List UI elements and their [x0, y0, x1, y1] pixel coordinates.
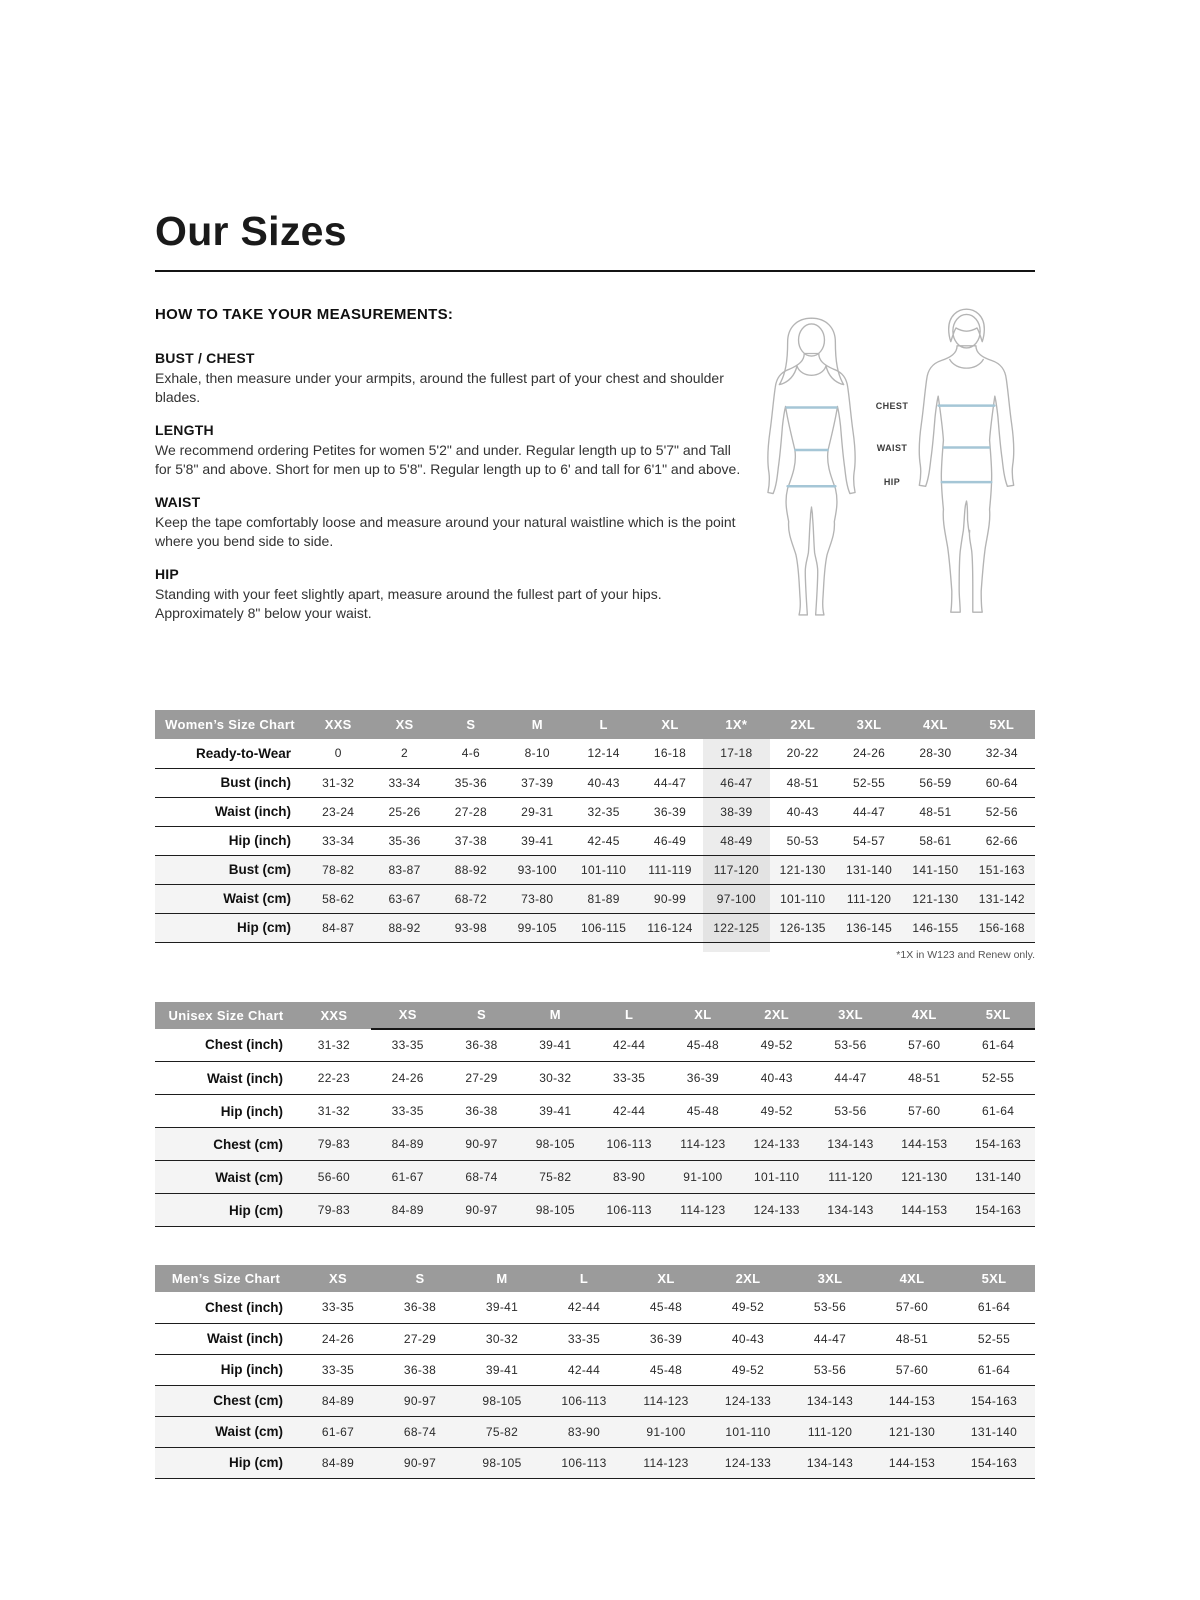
section-heading: LENGTH	[155, 422, 214, 439]
table-row	[155, 1354, 1035, 1385]
row-label: Chest (cm)	[155, 1385, 297, 1416]
size-cell: 40-43	[770, 797, 836, 826]
size-cell: 37-39	[504, 768, 570, 797]
row-label: Hip (cm)	[155, 913, 305, 942]
table-row	[155, 826, 1035, 855]
size-cell: 53-56	[814, 1029, 888, 1062]
size-cell: 117-120	[703, 855, 769, 884]
table-row	[155, 1062, 1035, 1095]
size-cell: 16-18	[637, 739, 703, 768]
size-cell: 111-120	[789, 1416, 871, 1447]
table-row	[155, 913, 1035, 942]
size-cell: 84-89	[371, 1194, 445, 1227]
size-cell: 111-120	[814, 1161, 888, 1194]
highlight-column-extension	[703, 943, 770, 952]
size-column-header: 3XL	[814, 1002, 888, 1029]
size-cell: 36-39	[637, 797, 703, 826]
row-label: Waist (inch)	[155, 1062, 297, 1095]
size-cell: 33-35	[297, 1354, 379, 1385]
section-heading: BUST / CHEST	[155, 350, 255, 366]
section-heading: HIP	[155, 566, 179, 583]
row-label: Waist (cm)	[155, 1161, 297, 1194]
size-cell: 53-56	[814, 1095, 888, 1128]
size-cell: 2	[371, 739, 437, 768]
table-row	[155, 1194, 1035, 1227]
size-cell: 121-130	[770, 855, 836, 884]
size-cell: 90-97	[445, 1128, 519, 1161]
size-cell: 22-23	[297, 1062, 371, 1095]
size-cell: 154-163	[953, 1447, 1035, 1478]
size-cell: 61-64	[961, 1095, 1035, 1128]
size-cell: 62-66	[969, 826, 1035, 855]
size-cell: 91-100	[666, 1161, 740, 1194]
page-title: Our Sizes	[155, 208, 347, 254]
size-cell: 101-110	[740, 1161, 814, 1194]
size-cell: 48-49	[703, 826, 769, 855]
size-column-header: 3XL	[789, 1265, 871, 1292]
size-cell: 146-155	[902, 913, 968, 942]
size-cell: 36-39	[666, 1062, 740, 1095]
size-cell: 44-47	[637, 768, 703, 797]
row-label: Chest (cm)	[155, 1128, 297, 1161]
size-cell: 83-90	[592, 1161, 666, 1194]
size-cell: 37-38	[438, 826, 504, 855]
size-cell: 25-26	[371, 797, 437, 826]
size-cell: 42-44	[543, 1292, 625, 1323]
size-cell: 101-110	[770, 884, 836, 913]
size-cell: 33-35	[371, 1095, 445, 1128]
table-row	[155, 1447, 1035, 1478]
size-cell: 53-56	[789, 1292, 871, 1323]
size-cell: 61-64	[953, 1354, 1035, 1385]
size-cell: 144-153	[871, 1447, 953, 1478]
section-body: Exhale, then measure under your armpits, around the fullest part of your chest and shoulder blades.	[155, 370, 724, 406]
size-cell: 114-123	[625, 1447, 707, 1478]
size-cell: 136-145	[836, 913, 902, 942]
size-column-header: XL	[625, 1265, 707, 1292]
size-cell: 45-48	[666, 1095, 740, 1128]
table-row	[155, 1416, 1035, 1447]
size-column-header: 4XL	[887, 1002, 961, 1029]
size-column-header: M	[518, 1002, 592, 1029]
size-cell: 49-52	[707, 1354, 789, 1385]
section-hip	[155, 566, 747, 623]
size-column-header: S	[379, 1265, 461, 1292]
size-cell: 57-60	[871, 1292, 953, 1323]
size-cell: 56-60	[297, 1161, 371, 1194]
size-cell: 12-14	[570, 739, 636, 768]
size-cell: 38-39	[703, 797, 769, 826]
size-cell: 88-92	[438, 855, 504, 884]
size-cell: 134-143	[789, 1385, 871, 1416]
size-cell: 121-130	[871, 1416, 953, 1447]
size-cell: 81-89	[570, 884, 636, 913]
size-cell: 32-35	[570, 797, 636, 826]
size-cell: 111-119	[637, 855, 703, 884]
size-cell: 39-41	[504, 826, 570, 855]
size-column-header: L	[592, 1002, 666, 1029]
size-cell: 42-44	[592, 1029, 666, 1062]
size-cell: 24-26	[371, 1062, 445, 1095]
size-cell: 40-43	[570, 768, 636, 797]
size-cell: 75-82	[461, 1416, 543, 1447]
section-body: Keep the tape comfortably loose and measure around your natural waistline which is the point where you bend side to side.	[155, 514, 736, 550]
size-cell: 106-115	[570, 913, 636, 942]
size-cell: 52-55	[953, 1323, 1035, 1354]
size-cell: 32-34	[969, 739, 1035, 768]
size-cell: 131-142	[969, 884, 1035, 913]
size-cell: 35-36	[371, 826, 437, 855]
size-cell: 114-123	[666, 1194, 740, 1227]
table-row	[155, 1292, 1035, 1323]
size-cell: 106-113	[592, 1128, 666, 1161]
size-column-header: XL	[666, 1002, 740, 1029]
size-cell: 68-74	[445, 1161, 519, 1194]
size-cell: 121-130	[887, 1161, 961, 1194]
size-cell: 45-48	[625, 1292, 707, 1323]
size-cell: 154-163	[961, 1194, 1035, 1227]
size-cell: 90-97	[379, 1385, 461, 1416]
size-cell: 39-41	[461, 1292, 543, 1323]
row-label: Chest (inch)	[155, 1292, 297, 1323]
table-title: Men’s Size Chart	[155, 1265, 297, 1292]
table-title: Unisex Size Chart	[155, 1002, 297, 1029]
size-cell: 58-61	[902, 826, 968, 855]
size-cell: 4-6	[438, 739, 504, 768]
how-to-heading: HOW TO TAKE YOUR MEASUREMENTS:	[155, 306, 454, 323]
size-cell: 98-105	[518, 1194, 592, 1227]
size-cell: 36-38	[379, 1354, 461, 1385]
size-cell: 111-120	[836, 884, 902, 913]
size-cell: 75-82	[518, 1161, 592, 1194]
table-row	[155, 739, 1035, 768]
female-figure-icon	[749, 312, 874, 644]
table-row	[155, 1323, 1035, 1354]
womens-size-chart-table	[155, 710, 1035, 943]
size-column-header: 5XL	[969, 710, 1035, 739]
title-divider	[155, 270, 1035, 272]
size-cell: 44-47	[814, 1062, 888, 1095]
size-cell: 24-26	[836, 739, 902, 768]
row-label: Ready-to-Wear	[155, 739, 305, 768]
size-cell: 48-51	[902, 797, 968, 826]
size-cell: 48-51	[871, 1323, 953, 1354]
size-cell: 24-26	[297, 1323, 379, 1354]
size-cell: 58-62	[305, 884, 371, 913]
size-cell: 84-89	[371, 1128, 445, 1161]
table-row	[155, 1029, 1035, 1062]
size-column-header: L	[543, 1265, 625, 1292]
size-column-header: XXS	[297, 1002, 371, 1029]
row-label: Hip (inch)	[155, 1095, 297, 1128]
size-cell: 73-80	[504, 884, 570, 913]
size-cell: 45-48	[625, 1354, 707, 1385]
size-cell: 36-38	[445, 1029, 519, 1062]
size-cell: 33-34	[371, 768, 437, 797]
womens-size-chart-section	[155, 710, 1035, 943]
table-row	[155, 797, 1035, 826]
size-cell: 27-29	[445, 1062, 519, 1095]
size-cell: 46-47	[703, 768, 769, 797]
size-cell: 17-18	[703, 739, 769, 768]
size-cell: 79-83	[297, 1128, 371, 1161]
size-cell: 50-53	[770, 826, 836, 855]
size-cell: 52-55	[961, 1062, 1035, 1095]
row-label: Chest (inch)	[155, 1029, 297, 1062]
row-label: Hip (cm)	[155, 1447, 297, 1478]
size-cell: 91-100	[625, 1416, 707, 1447]
size-cell: 124-133	[740, 1128, 814, 1161]
size-cell: 61-67	[371, 1161, 445, 1194]
size-cell: 131-140	[953, 1416, 1035, 1447]
size-cell: 53-56	[789, 1354, 871, 1385]
size-guide-page	[155, 0, 1035, 1479]
size-cell: 131-140	[836, 855, 902, 884]
size-cell: 61-64	[953, 1292, 1035, 1323]
size-cell: 20-22	[770, 739, 836, 768]
size-cell: 42-44	[543, 1354, 625, 1385]
size-cell: 93-100	[504, 855, 570, 884]
size-column-header: 2XL	[740, 1002, 814, 1029]
size-column-header: 4XL	[871, 1265, 953, 1292]
womens-chart-footnote: *1X in W123 and Renew only.	[896, 948, 1035, 961]
size-cell: 84-87	[305, 913, 371, 942]
size-cell: 33-35	[543, 1323, 625, 1354]
size-cell: 61-67	[297, 1416, 379, 1447]
measurement-instructions	[155, 306, 747, 668]
size-cell: 45-48	[666, 1029, 740, 1062]
size-cell: 90-97	[379, 1447, 461, 1478]
size-cell: 29-31	[504, 797, 570, 826]
section-length	[155, 422, 747, 479]
size-cell: 101-110	[707, 1416, 789, 1447]
size-column-header: M	[504, 710, 570, 739]
size-column-header: M	[461, 1265, 543, 1292]
size-column-header: 1X*	[703, 710, 769, 739]
size-cell: 63-67	[371, 884, 437, 913]
size-cell: 57-60	[871, 1354, 953, 1385]
size-cell: 106-113	[543, 1447, 625, 1478]
size-column-header: XS	[371, 710, 437, 739]
section-body: We recommend ordering Petites for women 5'2" and under. Regular length up to 5'7" and Tall for 5'8" and above. Short for men up to 5'8". Regular length up to 6' and tall for 6'1" and above.	[155, 442, 741, 478]
size-cell: 52-55	[836, 768, 902, 797]
size-cell: 98-105	[461, 1447, 543, 1478]
section-bust-chest	[155, 350, 747, 407]
section-body: Standing with your feet slightly apart, measure around the fullest part of your hips. Approximately 8" below your waist.	[155, 586, 662, 622]
size-cell: 97-100	[703, 884, 769, 913]
size-cell: 144-153	[887, 1194, 961, 1227]
size-cell: 49-52	[707, 1292, 789, 1323]
figure-label-hip: HIP	[883, 477, 901, 487]
size-column-header: 5XL	[953, 1265, 1035, 1292]
size-cell: 48-51	[770, 768, 836, 797]
size-column-header: XL	[637, 710, 703, 739]
size-cell: 98-105	[518, 1128, 592, 1161]
size-cell: 49-52	[740, 1095, 814, 1128]
unisex-size-chart-table	[155, 1002, 1035, 1228]
size-cell: 42-44	[592, 1095, 666, 1128]
row-label: Bust (inch)	[155, 768, 305, 797]
row-label: Hip (inch)	[155, 1354, 297, 1385]
row-label: Hip (inch)	[155, 826, 305, 855]
size-cell: 124-133	[740, 1194, 814, 1227]
size-cell: 36-38	[445, 1095, 519, 1128]
size-cell: 33-35	[297, 1292, 379, 1323]
row-label: Waist (cm)	[155, 884, 305, 913]
size-cell: 68-74	[379, 1416, 461, 1447]
size-cell: 131-140	[961, 1161, 1035, 1194]
size-column-header: 3XL	[836, 710, 902, 739]
table-row	[155, 1095, 1035, 1128]
table-row	[155, 1385, 1035, 1416]
size-cell: 33-35	[371, 1029, 445, 1062]
size-cell: 124-133	[707, 1447, 789, 1478]
size-cell: 39-41	[518, 1095, 592, 1128]
size-cell: 154-163	[953, 1385, 1035, 1416]
table-row	[155, 768, 1035, 797]
size-cell: 30-32	[461, 1323, 543, 1354]
size-cell: 49-52	[740, 1029, 814, 1062]
size-cell: 23-24	[305, 797, 371, 826]
size-cell: 134-143	[814, 1194, 888, 1227]
table-row	[155, 884, 1035, 913]
male-figure-icon	[898, 306, 1035, 652]
size-cell: 27-29	[379, 1323, 461, 1354]
size-cell: 57-60	[887, 1029, 961, 1062]
figure-label-waist: WAIST	[876, 443, 908, 453]
row-label: Hip (cm)	[155, 1194, 297, 1227]
size-cell: 98-105	[461, 1385, 543, 1416]
size-cell: 39-41	[461, 1354, 543, 1385]
size-cell: 144-153	[887, 1128, 961, 1161]
table-title: Women’s Size Chart	[155, 710, 305, 739]
size-cell: 124-133	[707, 1385, 789, 1416]
size-cell: 68-72	[438, 884, 504, 913]
size-cell: 39-41	[518, 1029, 592, 1062]
size-column-header: 2XL	[770, 710, 836, 739]
size-cell: 44-47	[836, 797, 902, 826]
size-cell: 54-57	[836, 826, 902, 855]
row-label: Bust (cm)	[155, 855, 305, 884]
table-row	[155, 855, 1035, 884]
size-cell: 31-32	[305, 768, 371, 797]
table-row	[155, 1128, 1035, 1161]
size-cell: 151-163	[969, 855, 1035, 884]
mens-size-chart-table	[155, 1265, 1035, 1479]
row-label: Waist (inch)	[155, 1323, 297, 1354]
size-cell: 156-168	[969, 913, 1035, 942]
size-cell: 134-143	[814, 1128, 888, 1161]
size-cell: 90-97	[445, 1194, 519, 1227]
size-cell: 40-43	[740, 1062, 814, 1095]
size-cell: 90-99	[637, 884, 703, 913]
size-cell: 106-113	[543, 1385, 625, 1416]
size-cell: 83-90	[543, 1416, 625, 1447]
size-cell: 31-32	[297, 1029, 371, 1062]
size-cell: 88-92	[371, 913, 437, 942]
size-cell: 60-64	[969, 768, 1035, 797]
size-cell: 56-59	[902, 768, 968, 797]
size-cell: 8-10	[504, 739, 570, 768]
size-column-header: L	[570, 710, 636, 739]
size-cell: 46-49	[637, 826, 703, 855]
size-cell: 40-43	[707, 1323, 789, 1354]
size-cell: 106-113	[592, 1194, 666, 1227]
size-cell: 141-150	[902, 855, 968, 884]
size-column-header: 5XL	[961, 1002, 1035, 1029]
size-cell: 121-130	[902, 884, 968, 913]
size-column-header: XXS	[305, 710, 371, 739]
size-cell: 101-110	[570, 855, 636, 884]
size-cell: 126-135	[770, 913, 836, 942]
size-cell: 48-51	[887, 1062, 961, 1095]
size-cell: 52-56	[969, 797, 1035, 826]
measurement-figures	[747, 306, 1035, 668]
size-cell: 27-28	[438, 797, 504, 826]
row-label: Waist (inch)	[155, 797, 305, 826]
size-cell: 144-153	[871, 1385, 953, 1416]
size-cell: 99-105	[504, 913, 570, 942]
intro-section	[155, 306, 1035, 668]
size-cell: 57-60	[887, 1095, 961, 1128]
size-cell: 83-87	[371, 855, 437, 884]
size-cell: 35-36	[438, 768, 504, 797]
size-cell: 84-89	[297, 1385, 379, 1416]
size-cell: 116-124	[637, 913, 703, 942]
size-cell: 30-32	[518, 1062, 592, 1095]
size-cell: 114-123	[666, 1128, 740, 1161]
size-column-header: XS	[297, 1265, 379, 1292]
size-cell: 0	[305, 739, 371, 768]
size-column-header: XS	[371, 1002, 445, 1029]
figure-label-chest: CHEST	[875, 401, 909, 411]
size-cell: 114-123	[625, 1385, 707, 1416]
table-row	[155, 1161, 1035, 1194]
size-cell: 44-47	[789, 1323, 871, 1354]
size-cell: 36-39	[625, 1323, 707, 1354]
size-cell: 122-125	[703, 913, 769, 942]
size-cell: 79-83	[297, 1194, 371, 1227]
row-label: Waist (cm)	[155, 1416, 297, 1447]
size-cell: 93-98	[438, 913, 504, 942]
size-column-header: S	[445, 1002, 519, 1029]
size-cell: 78-82	[305, 855, 371, 884]
size-cell: 33-34	[305, 826, 371, 855]
section-waist	[155, 494, 747, 551]
size-column-header: S	[438, 710, 504, 739]
size-cell: 31-32	[297, 1095, 371, 1128]
size-column-header: 2XL	[707, 1265, 789, 1292]
size-cell: 134-143	[789, 1447, 871, 1478]
size-cell: 154-163	[961, 1128, 1035, 1161]
size-cell: 36-38	[379, 1292, 461, 1323]
section-heading: WAIST	[155, 494, 201, 511]
size-cell: 28-30	[902, 739, 968, 768]
size-column-header: 4XL	[902, 710, 968, 739]
size-cell: 84-89	[297, 1447, 379, 1478]
size-cell: 42-45	[570, 826, 636, 855]
size-cell: 33-35	[592, 1062, 666, 1095]
size-cell: 61-64	[961, 1029, 1035, 1062]
